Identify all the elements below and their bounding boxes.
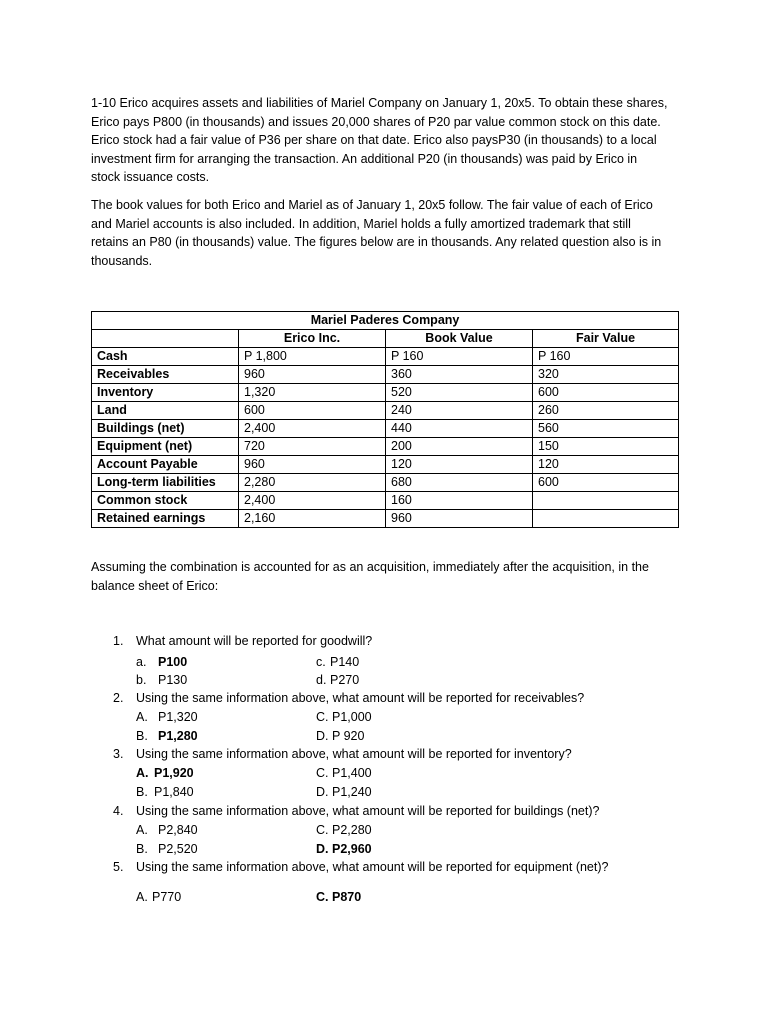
option-letter: A. — [136, 890, 148, 904]
fair-value — [533, 492, 679, 510]
erico-value: 960 — [239, 366, 386, 384]
question-text: Using the same information above, what amount will be reported for inventory? — [136, 747, 572, 761]
fair-value: 320 — [533, 366, 679, 384]
table-row — [92, 456, 679, 474]
table-row — [92, 474, 679, 492]
fair-value: P 160 — [533, 348, 679, 366]
option-letter: C. — [316, 766, 329, 780]
table-header-cell: Book Value — [386, 330, 533, 348]
text-line: investment firm for arranging the transaction. An additional P20 (in thousands) was paid by Erico in — [91, 151, 638, 166]
text-line: stock issuance costs. — [91, 170, 210, 185]
table-header-row — [92, 330, 679, 348]
option-value: P1,240 — [332, 785, 372, 799]
text-line: Erico pays P800 (in thousands) and issues 20,000 shares of P20 par value common stock on this date. — [91, 114, 661, 129]
text-line: and Mariel accounts is also included. In addition, Mariel holds a fully amortized trademark that still — [91, 216, 631, 231]
table-row — [92, 492, 679, 510]
option-letter: D. — [316, 842, 329, 856]
book-value: 680 — [386, 474, 533, 492]
text-line: Erico stock had a fair value of P36 per share on that date. Erico also paysP30 (in thousands) to a local — [91, 133, 657, 148]
option-value: P1,400 — [332, 766, 372, 780]
fair-value — [533, 510, 679, 528]
book-value: 120 — [386, 456, 533, 474]
erico-value: 2,400 — [239, 420, 386, 438]
option-letter: C. — [316, 823, 329, 837]
option-letter: C. — [316, 890, 329, 904]
erico-value: 600 — [239, 402, 386, 420]
table-header-cell: Fair Value — [533, 330, 679, 348]
option-letter: A. — [136, 823, 148, 837]
table-row — [92, 402, 679, 420]
fair-value: 150 — [533, 438, 679, 456]
assumption-paragraph — [91, 558, 681, 595]
row-label: Retained earnings — [92, 510, 239, 528]
option-value: P1,840 — [154, 785, 194, 799]
option-letter: b. — [136, 673, 147, 687]
erico-value: P 1,800 — [239, 348, 386, 366]
option-letter: C. — [316, 710, 329, 724]
table-row — [92, 420, 679, 438]
erico-value: 960 — [239, 456, 386, 474]
fair-value: 120 — [533, 456, 679, 474]
fair-value: 260 — [533, 402, 679, 420]
book-value: 160 — [386, 492, 533, 510]
option-letter: B. — [136, 729, 148, 743]
option-value: P2,840 — [158, 823, 198, 837]
erico-value: 2,160 — [239, 510, 386, 528]
option-value: P140 — [330, 655, 360, 669]
fair-value: 560 — [533, 420, 679, 438]
table-row — [92, 510, 679, 528]
book-value: 440 — [386, 420, 533, 438]
fair-value: 600 — [533, 384, 679, 402]
intro-paragraph-1 — [91, 94, 681, 187]
book-value: P 160 — [386, 348, 533, 366]
option-value: P100 — [158, 655, 188, 669]
table-header-cell — [92, 330, 239, 348]
option-value: P1,000 — [332, 710, 372, 724]
option-value: P1,320 — [158, 710, 198, 724]
question-number: 2. — [113, 691, 124, 705]
question-text: Using the same information above, what amount will be reported for equipment (net)? — [136, 860, 609, 874]
text-line: thousands. — [91, 253, 153, 268]
row-label: Land — [92, 402, 239, 420]
row-label: Receivables — [92, 366, 239, 384]
option-letter: B. — [136, 785, 148, 799]
text-line: balance sheet of Erico: — [91, 578, 219, 593]
question-number: 3. — [113, 747, 124, 761]
question-number: 5. — [113, 860, 124, 874]
text-line: The book values for both Erico and Mariel as of January 1, 20x5 follow. The fair value of each of Erico — [91, 198, 653, 212]
table-row — [92, 366, 679, 384]
option-letter: A. — [136, 766, 149, 780]
option-letter: D. — [316, 729, 329, 743]
table-title: Mariel Paderes Company — [92, 312, 679, 330]
option-value: P270 — [330, 673, 360, 687]
text-line: 1-10 Erico acquires assets and liabilities of Mariel Company on January 1, 20x5. To obtain these shares, — [91, 96, 668, 110]
table-row — [92, 348, 679, 366]
row-label: Long-term liabilities — [92, 474, 239, 492]
row-label: Cash — [92, 348, 239, 366]
erico-value: 720 — [239, 438, 386, 456]
text-line: Assuming the combination is accounted for as an acquisition, immediately after the acquisition, in the — [91, 560, 649, 574]
option-value: P 920 — [332, 729, 365, 743]
row-label: Account Payable — [92, 456, 239, 474]
table-row — [92, 438, 679, 456]
table-header-cell: Erico Inc. — [239, 330, 386, 348]
option-letter: B. — [136, 842, 148, 856]
table-title-row — [92, 312, 679, 330]
question-text: Using the same information above, what amount will be reported for receivables? — [136, 691, 585, 705]
fair-value: 600 — [533, 474, 679, 492]
option-value: P2,960 — [332, 842, 372, 856]
erico-value: 1,320 — [239, 384, 386, 402]
balance-table — [91, 311, 679, 528]
option-value: P1,920 — [154, 766, 194, 780]
book-value: 360 — [386, 366, 533, 384]
question-text: Using the same information above, what amount will be reported for buildings (net)? — [136, 804, 600, 818]
option-value: P2,280 — [332, 823, 372, 837]
option-letter: A. — [136, 710, 148, 724]
question-number: 1. — [113, 634, 124, 648]
book-value: 520 — [386, 384, 533, 402]
intro-paragraph-2 — [91, 196, 681, 270]
text-line: retains an P80 (in thousands) value. The figures below are in thousands. Any related question also is in — [91, 235, 662, 250]
option-value: P2,520 — [158, 842, 198, 856]
option-letter: c. — [316, 655, 326, 669]
option-value: P870 — [332, 890, 362, 904]
erico-value: 2,400 — [239, 492, 386, 510]
option-letter: d. — [316, 673, 327, 687]
book-value: 960 — [386, 510, 533, 528]
question-number: 4. — [113, 804, 124, 818]
question-text: What amount will be reported for goodwill? — [136, 634, 373, 648]
option-letter: a. — [136, 655, 147, 669]
table-row — [92, 384, 679, 402]
row-label: Inventory — [92, 384, 239, 402]
row-label: Buildings (net) — [92, 420, 239, 438]
book-value: 240 — [386, 402, 533, 420]
row-label: Equipment (net) — [92, 438, 239, 456]
erico-value: 2,280 — [239, 474, 386, 492]
option-value: P1,280 — [158, 729, 198, 743]
row-label: Common stock — [92, 492, 239, 510]
book-value: 200 — [386, 438, 533, 456]
option-value: P130 — [158, 673, 188, 687]
option-value: P770 — [152, 890, 182, 904]
option-letter: D. — [316, 785, 329, 799]
